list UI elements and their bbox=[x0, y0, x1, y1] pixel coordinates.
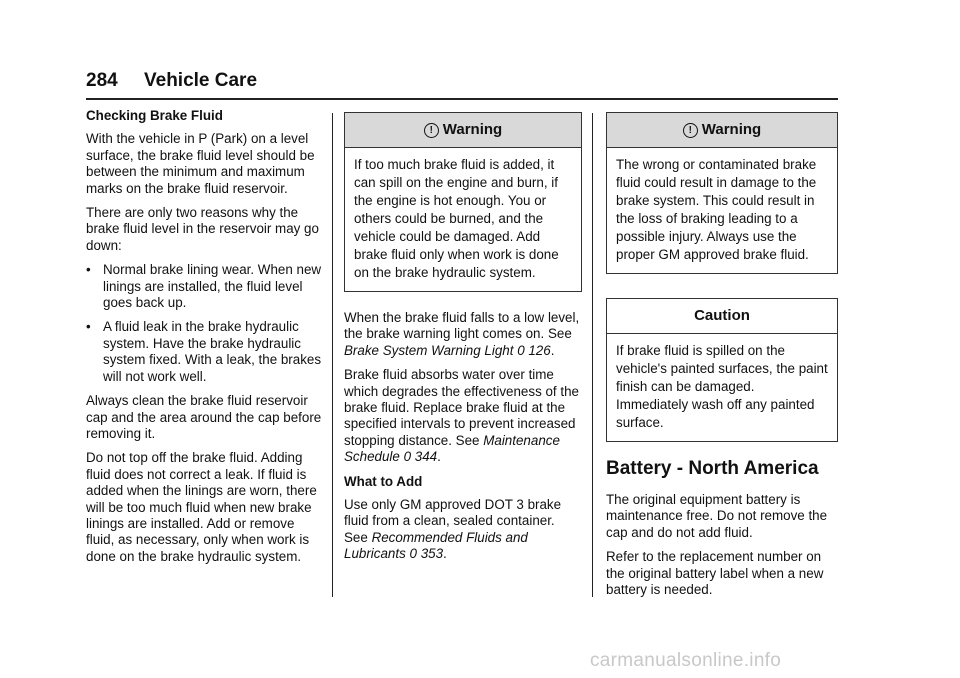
paragraph: Always clean the brake fluid reservoir cap and the area around the cap before removing it. bbox=[86, 393, 322, 441]
warning-box bbox=[606, 112, 838, 274]
paragraph-end: . bbox=[550, 342, 555, 358]
column-2 bbox=[344, 108, 582, 571]
subheading-what-to-add: What to Add bbox=[344, 473, 423, 489]
exclamation-circle-icon: ! bbox=[683, 123, 698, 138]
page-reference[interactable]: 0 344 bbox=[403, 449, 438, 465]
paragraph: With the vehicle in P (Park) on a level surface, the brake fluid level should be between the minimum and maximum marks on the brake fluid reservoir. bbox=[86, 131, 315, 196]
caution-box bbox=[606, 298, 838, 442]
warning-box-header bbox=[345, 113, 581, 148]
warning-title: Warning bbox=[442, 120, 503, 138]
paragraph bbox=[344, 310, 582, 359]
page-number: 284 bbox=[86, 70, 118, 91]
warning-body: The wrong or contaminated brake fluid could result in damage to the brake system. This could result in the loss of braking leading to a possible injury. Always use the proper GM approved brake fluid. bbox=[616, 157, 817, 262]
page-reference[interactable]: 0 353 bbox=[409, 546, 444, 562]
caution-box-header bbox=[607, 299, 837, 334]
paragraph: Refer to the replacement number on the original battery label when a new battery is needed. bbox=[606, 549, 824, 598]
cross-reference-link[interactable]: Maintenance Schedule bbox=[344, 432, 560, 465]
caution-title: Caution bbox=[694, 306, 750, 324]
page-header bbox=[86, 70, 838, 100]
paragraph: The original equipment battery is maintenance free. Do not remove the cap and do not add fluid. bbox=[606, 492, 828, 540]
subheading-checking-brake-fluid: Checking Brake Fluid bbox=[86, 108, 223, 123]
paragraph-end: . bbox=[437, 449, 441, 465]
paragraph-text: Brake fluid absorbs water over time which degrades the effectiveness of the brake fluid. Replace brake fluid at the specified intervals to prevent increased stopping distance. See bbox=[344, 367, 579, 448]
cross-reference-link[interactable]: Recommended Fluids and Lubricants bbox=[344, 529, 528, 562]
exclamation-circle-icon: ! bbox=[424, 123, 439, 138]
paragraph-text: When the brake fluid falls to a low level, the brake warning light comes on. See bbox=[344, 310, 580, 342]
list-item-text: A fluid leak in the brake hydraulic system. Have the brake hydraulic system fixed. With a leak, the brakes will not work well. bbox=[103, 319, 322, 384]
column-1 bbox=[86, 108, 322, 573]
column-divider-1 bbox=[332, 113, 333, 597]
page-reference[interactable]: 0 126 bbox=[517, 342, 551, 358]
paragraph-text: Use only GM approved DOT 3 brake fluid from a clean, sealed container. See bbox=[344, 497, 562, 545]
list-item bbox=[86, 319, 322, 385]
cross-reference-link[interactable]: Brake System Warning Light bbox=[344, 342, 514, 358]
paragraph: There are only two reasons why the brake fluid level in the reservoir may go down: bbox=[86, 205, 319, 253]
bullet-icon: • bbox=[86, 319, 91, 335]
section-title: Vehicle Care bbox=[144, 70, 258, 91]
list-item bbox=[86, 262, 322, 311]
header-rule bbox=[86, 98, 838, 100]
warning-body: If too much brake fluid is added, it can spill on the engine and burn, if the engine is hot enough. You or others could be burned, and the vehicle could be damaged. Add brake fluid only when work is done on the brake hydraulic system. bbox=[354, 157, 559, 280]
paragraph: Do not top off the brake fluid. Adding fluid does not correct a leak. If fluid is added when the linings are worn, there will be too much fluid when new brake linings are installed. Add or remove fluid, as necessary, only when work is done on the brake hydraulic system. bbox=[86, 450, 317, 564]
bullet-icon: • bbox=[86, 262, 91, 278]
warning-box-header bbox=[607, 113, 837, 148]
paragraph bbox=[344, 497, 582, 563]
paragraph-end: . bbox=[443, 546, 447, 562]
watermark: carmanualsonline.info bbox=[590, 650, 782, 671]
paragraph bbox=[344, 367, 582, 465]
caution-body: If brake fluid is spilled on the vehicle's painted surfaces, the paint finish can be damaged. Immediately wash off any painted surface. bbox=[616, 343, 828, 430]
column-divider-2 bbox=[592, 113, 593, 597]
warning-box bbox=[344, 112, 582, 292]
warning-title: Warning bbox=[701, 120, 762, 138]
list-item-text: Normal brake lining wear. When new linings are installed, the fluid level goes back up. bbox=[103, 262, 322, 311]
battery-heading: Battery - North America bbox=[606, 458, 819, 479]
column-3 bbox=[606, 108, 838, 606]
